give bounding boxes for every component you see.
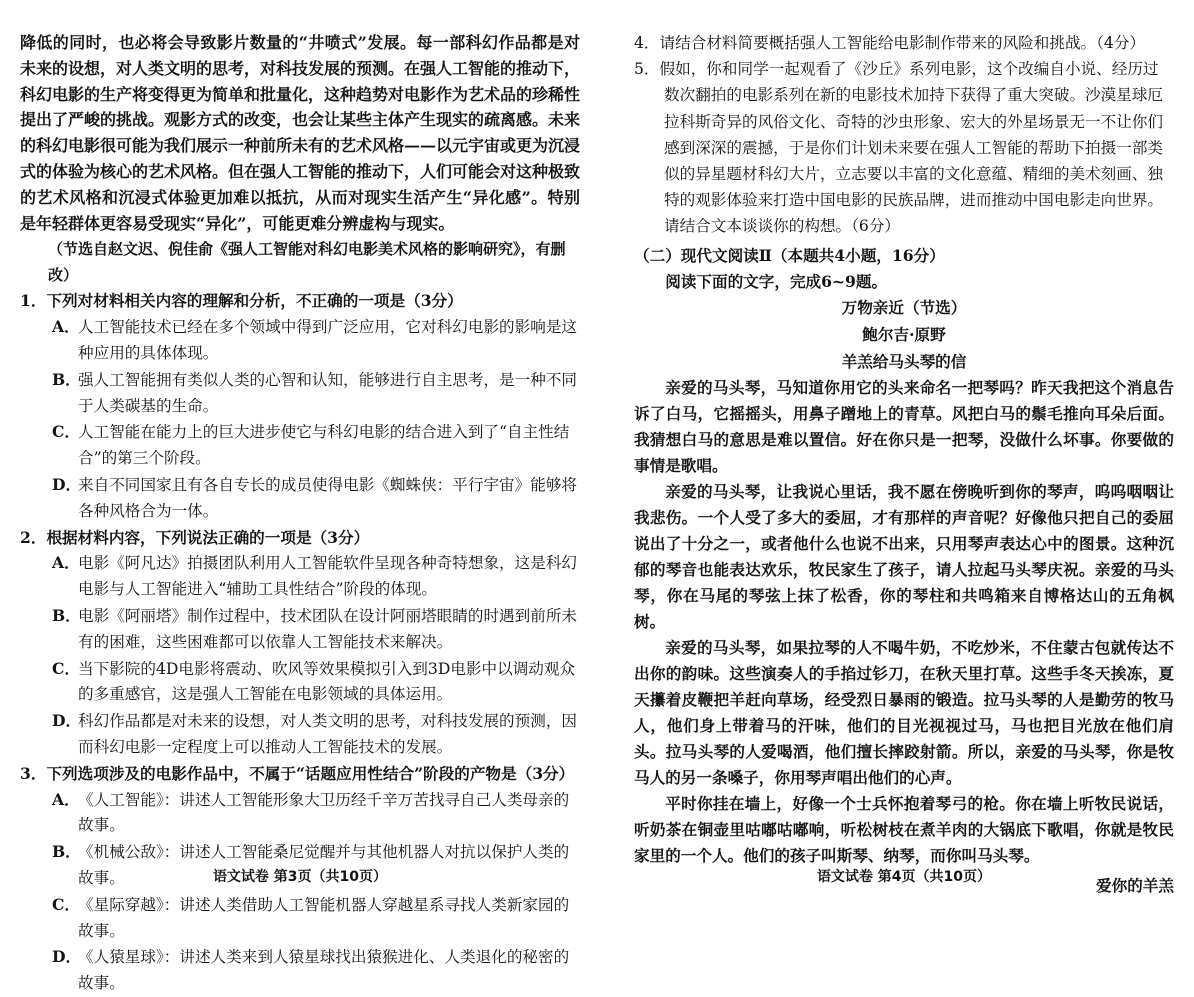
option-label: A．: [52, 553, 80, 573]
letter-signature: 爱你的羊羔: [1096, 876, 1174, 896]
option-a: [20, 550, 580, 603]
option-b: [20, 603, 580, 656]
question-stem: 2．根据材料内容，下列说法正确的一项是（3分）: [20, 527, 370, 547]
option-text: 电影《阿凡达》拍摄团队利用人工智能软件呈现各种奇特想象，这是科幻电影与人工智能进入“辅助工具性结合”阶段的体现。: [78, 554, 578, 599]
option-text: 《人工智能》：讲述人工智能形象大卫历经千辛万苦找寻自己人类母亲的故事。: [78, 790, 570, 835]
option-a: [20, 314, 580, 367]
article-title: 万物亲近（节选）: [841, 298, 967, 318]
question-stem: 3．下列选项涉及的电影作品中，不属于“话题应用性结合”阶段的产物是（3分）: [20, 763, 575, 783]
option-text: 科幻作品都是对未来的设想，对人类文明的思考，对科技发展的预测，因而科幻电影一定程度上可以推动人工智能技术的发展。: [78, 712, 578, 756]
letter-paragraph: 平时你挂在墙上，好像一个士兵怀抱着琴弓的枪。你在墙上听牧民说话，听奶茶在铜壶里咕嘟咕嘟响，听松树枝在煮羊肉的大锅底下歌唱，你就是牧民家里的一个人。他们的孩子叫斯琴、纳琴，而你叫马头琴。: [634, 794, 1174, 866]
option-label: A．: [52, 789, 80, 809]
question-1: [20, 288, 580, 524]
option-text: 来自不同国家且有各自专长的成员使得电影《蜘蛛侠：平行宇宙》能够将各种风格合为一体。: [78, 475, 578, 520]
option-label: D．: [52, 474, 82, 494]
option-text: 电影《阿丽塔》制作过程中，技术团队在设计阿丽塔眼睛的时遇到前所未有的困难，这些困难都可以依靠人工智能技术来解决。: [78, 606, 578, 651]
letter-title: 羊羔给马头琴的信: [841, 352, 967, 372]
reading-instruction: 阅读下面的文字，完成6~9题。: [665, 271, 888, 291]
article-author: 鲍尔吉·原野: [862, 325, 946, 345]
letter-paragraph: 亲爱的马头琴，如果拉琴的人不喝牛奶，不吃炒米，不住蒙古包就传达不出你的韵味。这些演奏人的手掐过钐刀，在秋天里打草。这些手冬天挨冻，夏天攥着皮鞭把羊赶向草场，经受烈日暴雨的锻造。拉马头琴的人是勤劳的牧马人，他们身上带着马的汗味，他们的目光视视过马，马也把目光放在他们肩头。拉马头琴的人爱喝酒，他们擅长摔跤射箭。所以，亲爱的马头琴，你是牧马人的另一条嗓子，你用琴声唱出他们的心声。: [634, 638, 1174, 788]
option-label: D．: [52, 711, 82, 731]
option-label: A．: [52, 317, 80, 337]
option-d: [20, 472, 580, 525]
letter-paragraph: 亲爱的马头琴，马知道你用它的头来命名一把琴吗？昨天我把这个消息告诉了白马，它摇摇头，用鼻子蹭地上的青草。风把白马的鬃毛推向耳朵后面。我猜想白马的意思是难以置信。好在你只是一把琴，没做什么坏事。你要做的事情是歌唱。: [634, 378, 1174, 476]
option-text: 《人猿星球》：讲述人类来到人猿星球找出猿猴进化、人类退化的秘密的故事。: [78, 948, 570, 993]
option-label: B．: [52, 605, 81, 625]
letter-paragraph: 亲爱的马头琴，让我说心里话，我不愿在傍晚听到你的琴声，呜呜咽咽让我悲伤。一个人受了多大的委屈，才有那样的声音呢？好像他只把自己的委屈说出了十分之一，或者他什么也说不出来，只用琴声表达心中的图景。这种沉郁的琴音也能表达欢乐，牧民家生了孩子，请人拉起马头琴庆祝。亲爱的马头琴，你在马尾的琴弦上抹了松香，你的琴柱和共鸣箱来自博格达山的五角枫树。: [634, 482, 1174, 632]
reading-passage-continuation: 降低的同时，也必将会导致影片数量的“井喷式”发展。每一部科幻作品都是对未来的设想，对人类文明的思考，对科技发展的预测。在强人工智能的推动下，科幻电影的生产将变得更为简单和批量化，这种趋势对电影作为艺术品的珍稀性提出了严峻的挑战。观影方式的改变，也会让某些主体产生现实的疏离感。未来的科幻电影很可能为我们展示一种前所未有的艺术风格——以元宇宙或更为沉浸式的体验为核心的艺术风格。但在强人工智能的推动下，人们可能会对这种极致的艺术风格和沉浸式体验更加难以抵抗，从而对现实生活产生“异化感”。特别是年轻群体更容易受现实“异化”，可能更难分辨虚构与现实。: [20, 33, 581, 233]
option-label: B．: [52, 369, 81, 389]
option-d: [20, 708, 580, 761]
page-footer: 语文试卷 第3页（共10页）: [212, 869, 388, 885]
option-b: [20, 367, 580, 420]
option-text: 人工智能技术已经在多个领域中得到广泛应用，它对科幻电影的影响是这种应用的具体体现。: [78, 318, 578, 362]
option-text: 《星际穿越》：讲述人类借助人工智能机器人穿越星系寻找人类新家园的故事。: [78, 895, 570, 940]
option-label: B．: [52, 842, 81, 862]
passage-source: （节选自赵文迟、倪佳俞《强人工智能对科幻电影美术风格的影响研究》，有删改）: [48, 240, 566, 285]
page-footer: 语文试卷 第4页（共10页）: [816, 869, 992, 885]
option-label: C．: [52, 422, 81, 442]
question-5: 5．假如，你和同学一起观看了《沙丘》系列电影，这个改编自小说、经历过数次翻拍的电影系列在新的电影技术加持下获得了重大突破。沙漠星球厄拉科斯奇异的风俗文化、奇特的沙虫形象、宏大的外星场景无一不让你们感到深深的震撼，于是你们计划未来要在强人工智能的帮助下拍摄一部类似的异星题材科幻大片，立志要以丰富的文化意蕴、精细的美术刻画、独特的观影体验来打造中国电影的民族品牌，进而推动中国电影走向世界。请结合文本谈谈你的构想。（6分）: [634, 60, 1164, 236]
option-text: 人工智能在能力上的巨大进步使它与科幻电影的结合进入到了“自主性结合”的第三个阶段。: [78, 423, 570, 468]
option-label: D．: [52, 947, 82, 967]
option-c: [20, 419, 580, 472]
option-d: [20, 944, 580, 997]
right-page: [634, 30, 1174, 896]
option-label: C．: [52, 658, 81, 678]
question-stem: 1．下列对材料相关内容的理解和分析，不正确的一项是（3分）: [20, 291, 463, 311]
left-page: [20, 30, 581, 993]
option-a: [20, 787, 580, 840]
option-c: [20, 656, 580, 709]
question-2: [20, 525, 580, 761]
option-text: 当下影院的4D电影将震动、吹风等效果模拟引入到3D电影中以调动观众的多重感官，这是强人工智能在电影领域的具体运用。: [78, 659, 576, 704]
question-4: 4．请结合材料简要概括强人工智能给电影制作带来的风险和挑战。（4分）: [634, 34, 1146, 52]
option-text: 强人工智能拥有类似人类的心智和认知，能够进行自主思考，是一种不同于人类碳基的生命。: [78, 370, 578, 415]
option-label: C．: [52, 894, 81, 914]
option-text: 《机械公敌》：讲述人工智能桑尼觉醒并与其他机器人对抗以保护人类的故事。: [78, 843, 570, 887]
section-heading: （二）现代文阅读Ⅱ（本题共4小题，16分）: [634, 245, 945, 265]
